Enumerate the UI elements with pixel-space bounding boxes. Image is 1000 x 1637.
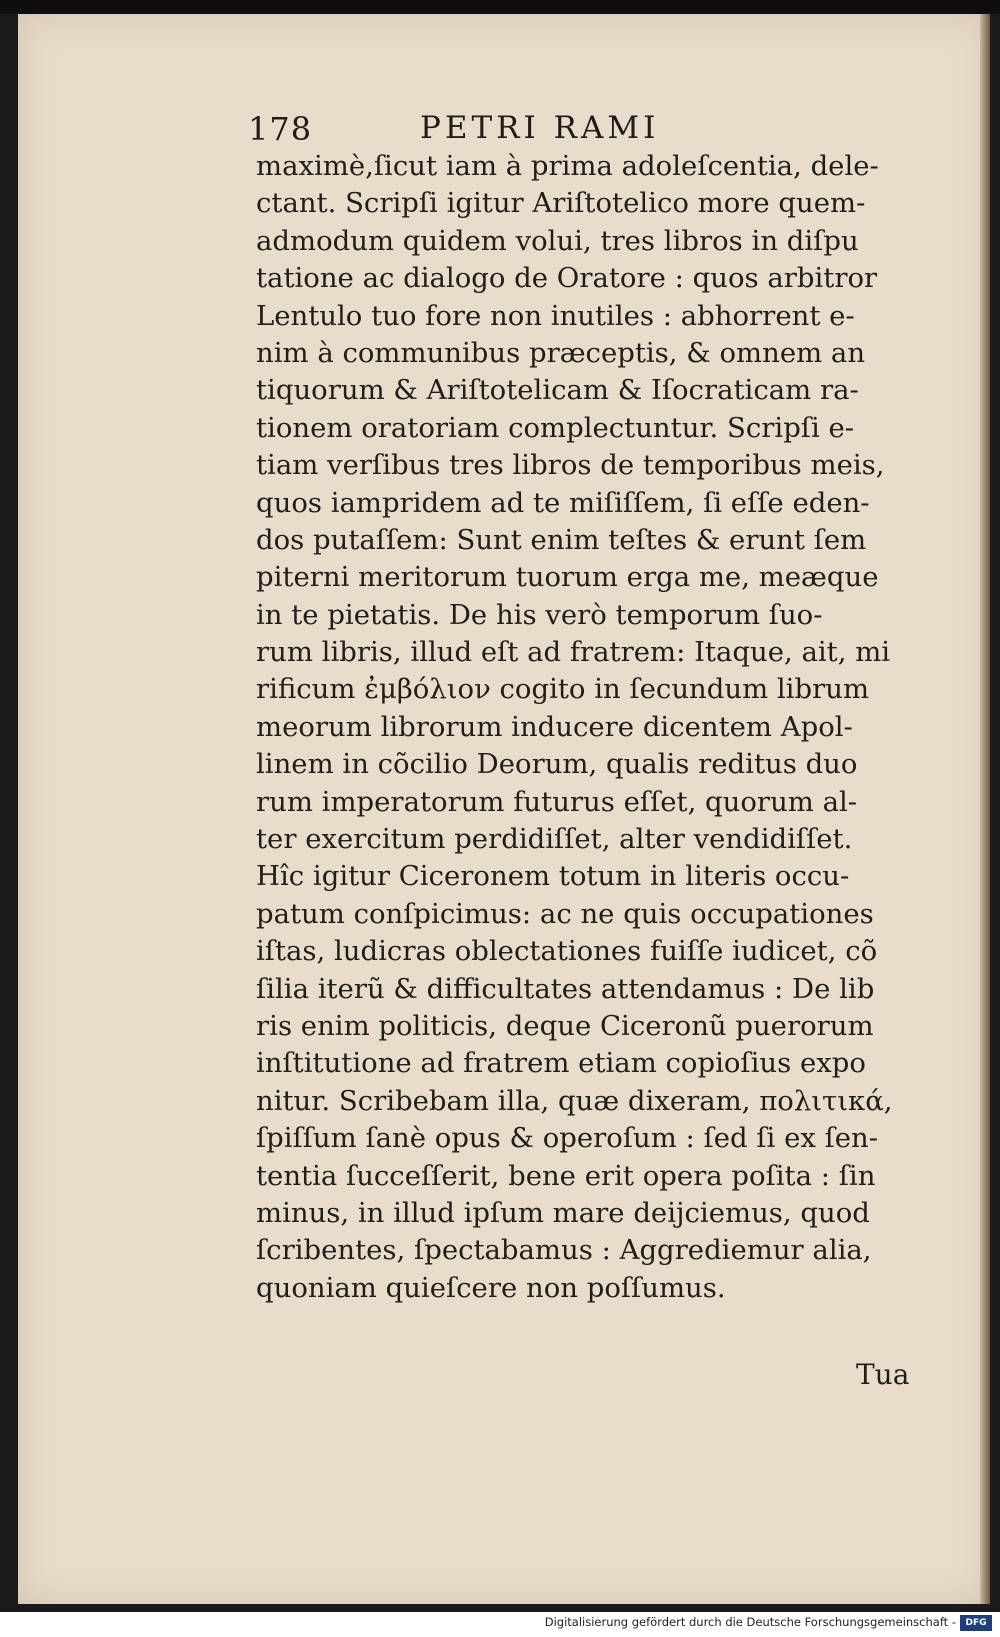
funding-credit: Digitalisierung gefördert durch die Deutsche Forschungsgemeinschaft - [544, 1615, 956, 1629]
text-line: tiam verſibus tres libros de temporibus meis, [256, 449, 885, 482]
catchword: Tua [856, 1358, 910, 1391]
text-line: admodum quidem volui, tres libros in diſpu [256, 224, 859, 257]
text-line: Hîc igitur Ciceronem totum in literis occu- [256, 860, 850, 893]
text-line: quos iampridem ad te miſiſſem, ſi eſſe eden- [256, 486, 870, 519]
text-line: piterni meritorum tuorum erga me, meæque [256, 561, 879, 594]
running-head: PETRI RAMI [420, 110, 660, 146]
text-line: ſcribentes, ſpectabamus : Aggrediemur alia, [256, 1234, 872, 1267]
text-line: tatione ac dialogo de Oratore : quos arbitror [256, 262, 878, 295]
text-line: inſtitutione ad fratrem etiam copioſius expo [256, 1047, 866, 1080]
body-text [256, 148, 896, 1307]
text-line: Lentulo tuo fore non inutiles : abhorrent e- [256, 299, 855, 332]
page-number: 178 [248, 110, 313, 148]
text-line: rum imperatorum futurus eſſet, quorum al- [256, 785, 858, 818]
text-line: ris enim politicis, deque Ciceronũ puerorum [256, 1009, 874, 1042]
text-line: meorum librorum inducere dicentem Apol- [256, 710, 853, 743]
text-line: ſilia iterũ & difficultates attendamus : De lib [256, 972, 875, 1005]
text-line: tionem oratoriam complectuntur. Scripſi e- [256, 411, 855, 444]
text-line: quoniam quieſcere non poſſumus. [256, 1271, 726, 1304]
digitization-footer [0, 1612, 1000, 1637]
text-line: rum libris, illud eſt ad fratrem: Itaque, ait, mi [256, 636, 891, 669]
text-line: minus, in illud ipſum mare deijciemus, quod [256, 1196, 870, 1229]
text-line: nitur. Scribebam illa, quæ dixeram, πολιτικά, [256, 1084, 893, 1117]
text-line: ter exercitum perdidiſſet, alter vendidiſſet. [256, 823, 853, 856]
text-line: maximè,ſicut iam à prima adoleſcentia, dele- [256, 150, 879, 182]
page-fore-edge [980, 14, 990, 1604]
text-line: rificum ἐμβόλιον cogito in ſecundum librum [256, 673, 870, 706]
text-line: tiquorum & Ariſtotelicam & Iſocraticam ra- [256, 374, 859, 407]
text-line: iſtas, ludicras oblectationes fuiſſe iudicet, cõ [256, 935, 878, 968]
scan-top-edge [0, 0, 1000, 14]
text-line: tentia ſucceſſerit, bene erit opera poſita : ſin [256, 1159, 876, 1192]
text-line: dos putaſſem: Sunt enim teſtes & erunt ſem [256, 523, 867, 556]
text-line: nim à communibus præceptis, & omnem an [256, 336, 866, 369]
dfg-logo: DFG [960, 1615, 992, 1631]
text-line: patum conſpicimus: ac ne quis occupationes [256, 897, 874, 930]
text-line: linem in cõcilio Deorum, qualis reditus duo [256, 748, 858, 781]
text-line: ctant. Scripſi igitur Ariſtotelico more quem- [256, 187, 866, 220]
text-line: ſpiſſum ſanè opus & operoſum : ſed ſi ex ſen- [256, 1122, 879, 1155]
text-line: in te pietatis. De his verò temporum ſuo- [256, 598, 823, 631]
